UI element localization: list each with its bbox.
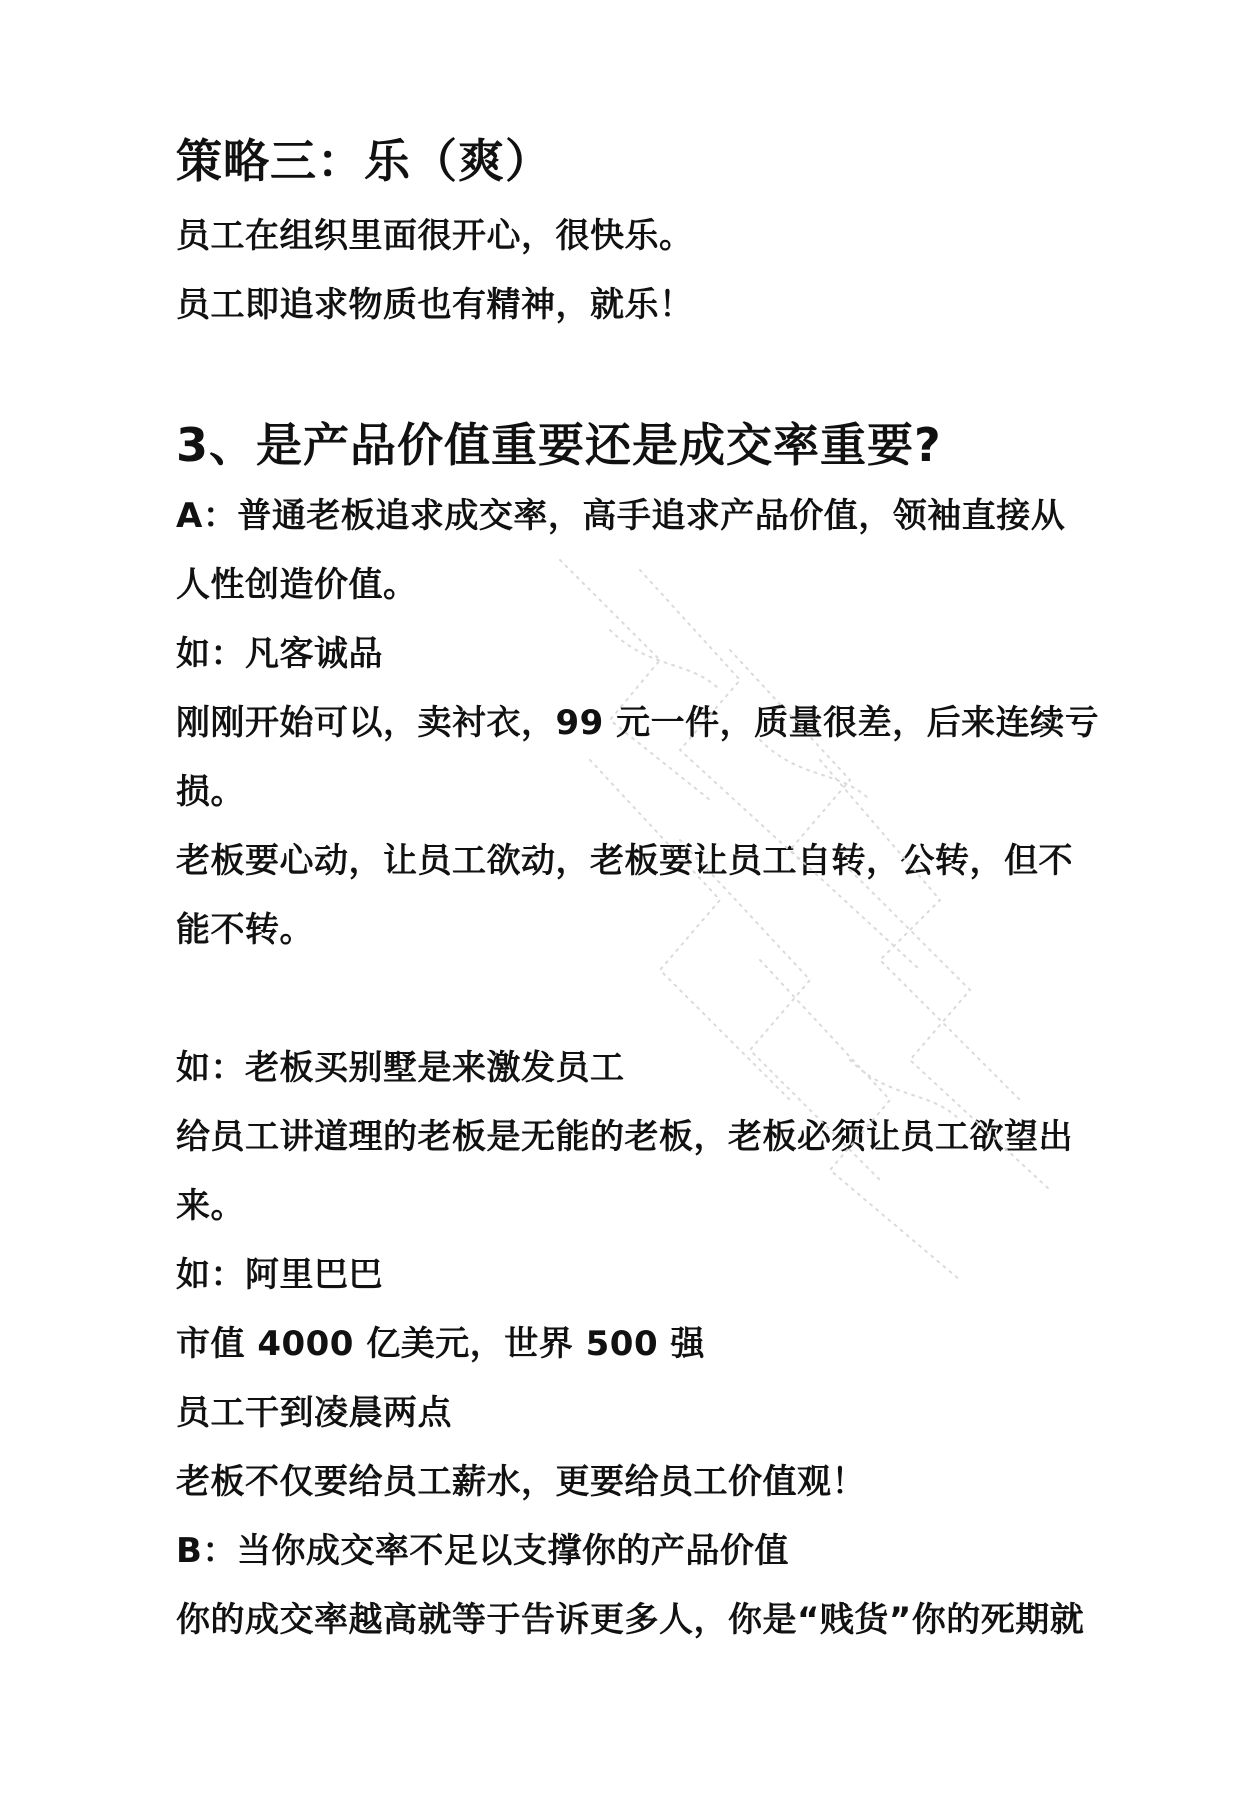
example-2-title: 如：老板买别墅是来激发员工 — [176, 1048, 625, 1088]
example-2-line-1: 给员工讲道理的老板是无能的老板，老板必须让员工欲望出 — [176, 1117, 1073, 1157]
example-1-line-2: 损。 — [176, 772, 245, 812]
answer-b-line-1: B：当你成交率不足以支撑你的产品价值 — [176, 1531, 789, 1571]
example-1-title: 如：凡客诚品 — [176, 634, 383, 674]
example-3-title: 如：阿里巴巴 — [176, 1255, 383, 1295]
example-1-line-1: 刚刚开始可以，卖衬衣，99 元一件，质量很差，后来连续亏 — [176, 703, 1100, 743]
intro-line-2: 员工即追求物质也有精神，就乐！ — [176, 285, 694, 325]
example-3-line-1: 市值 4000 亿美元，世界 500 强 — [176, 1324, 705, 1364]
example-3-line-2: 员工干到凌晨两点 — [176, 1393, 452, 1433]
intro-line-1: 员工在组织里面很开心，很快乐。 — [176, 216, 694, 256]
spacer — [176, 965, 1106, 1034]
answer-a-line-1: A：普通老板追求成交率，高手追求产品价值，领袖直接从 — [176, 496, 1066, 536]
answer-b-line-2: 你的成交率越高就等于告诉更多人，你是“贱货”你的死期就 — [176, 1600, 1085, 1640]
example-3-line-3: 老板不仅要给员工薪水，更要给员工价值观！ — [176, 1462, 866, 1502]
document-content — [176, 130, 1106, 1655]
answer-a-line-2: 人性创造价值。 — [176, 565, 418, 605]
section-title: 3、是产品价值重要还是成交率重要? — [176, 418, 942, 472]
paragraph-1-line-2: 能不转。 — [176, 910, 314, 950]
page-title: 策略三：乐（爽） — [176, 134, 552, 188]
paragraph-1-line-1: 老板要心动，让员工欲动，老板要让员工自转，公转，但不 — [176, 841, 1073, 881]
example-2-line-2: 来。 — [176, 1186, 245, 1226]
